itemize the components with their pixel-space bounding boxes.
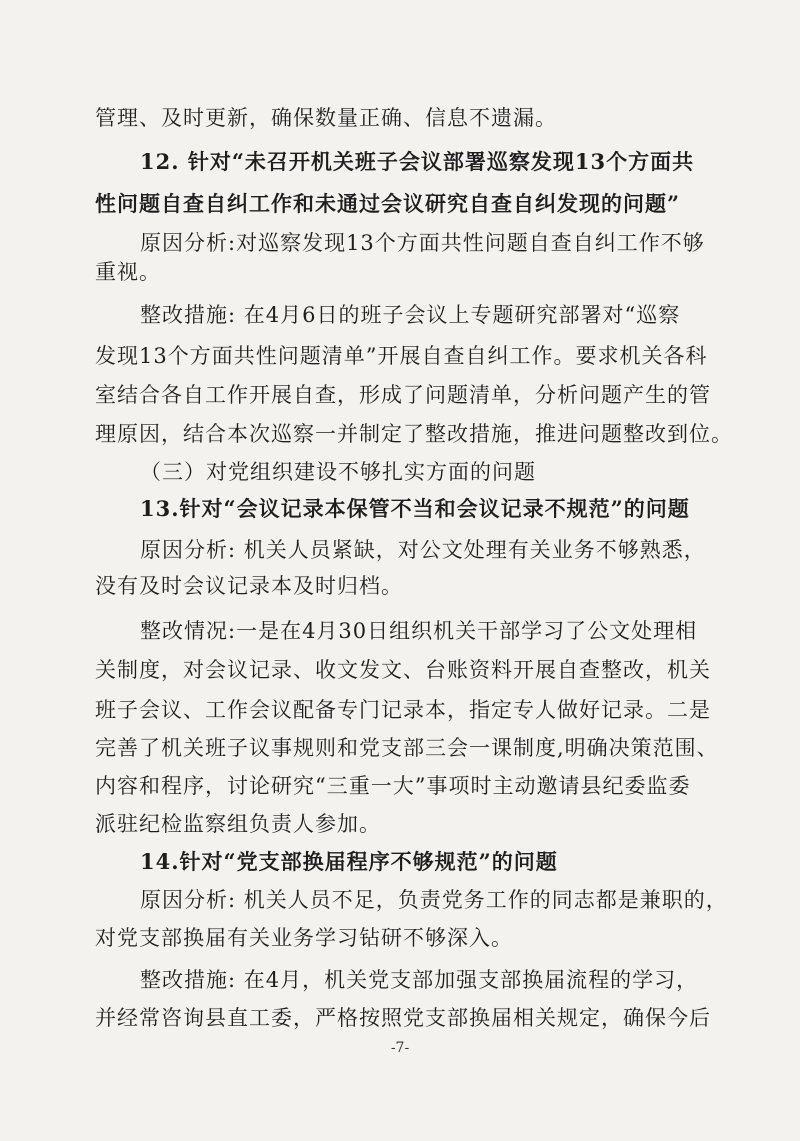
text-line: 整改情况:一是在4月30日组织机关干部学习了公文处理相 xyxy=(140,619,698,643)
section-heading-12-cont: 性问题自查自纠工作和未通过会议研究自查自纠发现的问题” xyxy=(95,191,681,216)
text-line: 室结合各自工作开展自查，形成了问题清单，分析问题产生的管 xyxy=(95,383,711,407)
text-line: 发现13个方面共性问题清单”开展自查自纠工作。要求机关各科 xyxy=(95,344,708,368)
text-line: 班子会议、工作会议配备专门记录本，指定专人做好记录。二是 xyxy=(95,698,711,722)
section-heading-13: 13.针对“会议记录本保管不当和会议记录不规范”的问题 xyxy=(140,496,690,521)
section-heading-12: 12. 针对“未召开机关班子会议部署巡察发现13个方面共 xyxy=(140,149,695,174)
text-line: 对党支部换届有关业务学习钻研不够深入。 xyxy=(95,926,513,950)
text-line: 完善了机关班子议事规则和党支部三会一课制度,明确决策范围、 xyxy=(95,736,719,760)
text-line: 重视。 xyxy=(95,260,161,284)
subsection-heading: （三）对党组织建设不够扎实方面的问题 xyxy=(140,460,536,484)
text-line: 管理、及时更新，确保数量正确、信息不遗漏。 xyxy=(95,106,557,130)
text-line: 原因分析: 机关人员不足，负责党务工作的同志都是兼职的， xyxy=(140,888,728,912)
section-heading-14: 14.针对“党支部换届程序不够规范”的问题 xyxy=(140,849,558,874)
page-number: -7- xyxy=(390,1040,410,1056)
text-line: 并经常咨询县直工委，严格按照党支部换届相关规定，确保今后 xyxy=(95,1006,711,1030)
text-line: 理原因，结合本次巡察一并制定了整改措施，推进问题整改到位。 xyxy=(95,422,733,446)
text-line: 原因分析: 机关人员紧缺，对公文处理有关业务不够熟悉， xyxy=(140,538,706,562)
text-line: 派驻纪检监察组负责人参加。 xyxy=(95,812,381,836)
text-line: 整改措施: 在4月6日的班子会议上专题研究部署对“巡察 xyxy=(140,303,681,327)
text-line: 没有及时会议记录本及时归档。 xyxy=(95,574,403,598)
text-line: 整改措施: 在4月，机关党支部加强支部换届流程的学习， xyxy=(140,968,699,992)
text-line: 关制度，对会议记录、收文发文、台账资料开展自查整改，机关 xyxy=(95,658,711,682)
text-line: 原因分析:对巡察发现13个方面共性问题自查自纠工作不够 xyxy=(140,231,705,255)
text-line: 内容和程序，讨论研究“三重一大”事项时主动邀请县纪委监委 xyxy=(95,774,691,798)
